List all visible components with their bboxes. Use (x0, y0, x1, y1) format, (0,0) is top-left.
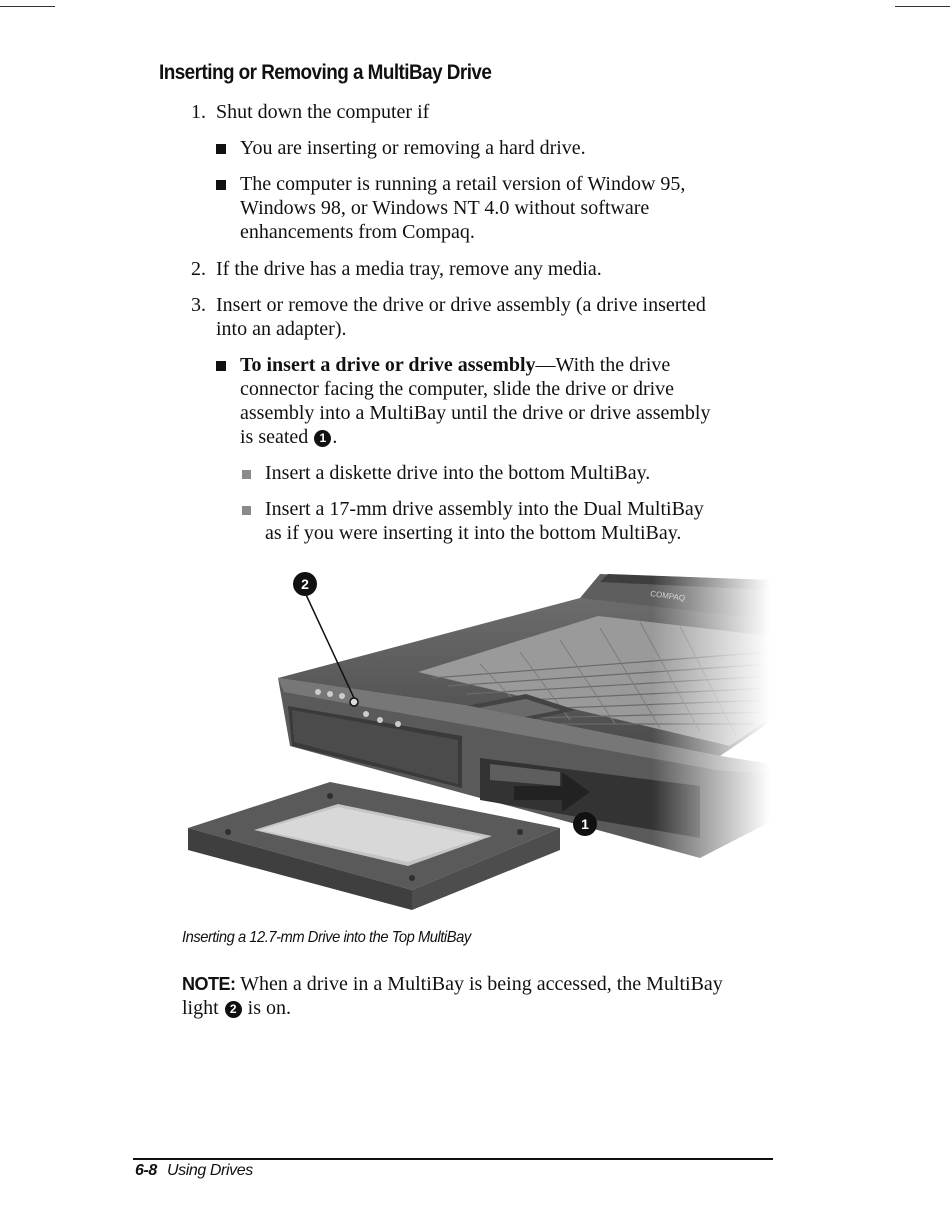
step-text: Shut down the computer if (216, 101, 430, 123)
bullet-text-end: is seated (240, 426, 309, 448)
bullet-text-line: connector facing the computer, slide the drive or drive (240, 378, 675, 400)
step-number: 2. (191, 258, 206, 280)
bullet-text-line: Windows 98, or Windows NT 4.0 without software (240, 197, 650, 219)
bullet-text-line: enhancements from Compaq. (240, 221, 475, 243)
callout-1-icon: 1 (314, 430, 331, 447)
callout-2-icon: 2 (293, 572, 317, 596)
bullet-text-line: assembly into a MultiBay until the drive or drive assembly (240, 402, 711, 424)
figure-laptop-multibay (180, 560, 770, 920)
note-line-2 (182, 996, 291, 1020)
square-bullet-icon (216, 180, 226, 190)
crop-mark-right (895, 6, 950, 7)
step-text-line: Insert or remove the drive or drive assembly (a drive inserted (216, 294, 706, 316)
subbullet-text: Insert a diskette drive into the bottom MultiBay. (265, 462, 651, 484)
step-number: 1. (191, 101, 206, 123)
callout-1-icon: 1 (573, 812, 597, 836)
bullet-text-line: The computer is running a retail version of Window 95, (240, 173, 686, 195)
note-text: When a drive in a MultiBay is being accessed, the MultiBay (240, 973, 723, 995)
square-bullet-icon (216, 361, 226, 371)
bullet-text-line (240, 353, 670, 377)
page-footer (135, 1162, 253, 1180)
bullet-bold-lead: To insert a drive or drive assembly (240, 354, 536, 376)
note-label: NOTE: (182, 974, 236, 994)
square-bullet-icon (216, 144, 226, 154)
subbullet-text-line: Insert a 17-mm drive assembly into the Dual MultiBay (265, 498, 704, 520)
bullet-period: . (332, 426, 338, 448)
footer-rule (133, 1158, 773, 1160)
note-text: is on. (247, 997, 292, 1019)
footer-section: Using Drives (166, 1162, 253, 1179)
subbullet-text-line: as if you were inserting it into the bottom MultiBay. (265, 522, 682, 544)
page-number: 6-8 (135, 1162, 157, 1179)
note-text: light (182, 997, 219, 1019)
section-heading: Inserting or Removing a MultiBay Drive (159, 61, 492, 84)
note-line-1 (182, 972, 723, 996)
figure-caption: Inserting a 12.7-mm Drive into the Top MultiBay (182, 929, 471, 946)
small-square-bullet-icon (242, 506, 251, 515)
laptop-drive-illustration (180, 560, 770, 920)
callout-2-icon: 2 (225, 1001, 242, 1018)
step-text: If the drive has a media tray, remove any media. (216, 258, 602, 280)
bullet-text: You are inserting or removing a hard drive. (240, 137, 586, 159)
step-text-line: into an adapter). (216, 318, 347, 340)
bullet-text-rest: —With the drive (535, 354, 671, 376)
small-square-bullet-icon (242, 470, 251, 479)
step-number: 3. (191, 294, 206, 316)
crop-mark-left (0, 6, 55, 7)
bullet-text-line (240, 425, 337, 449)
